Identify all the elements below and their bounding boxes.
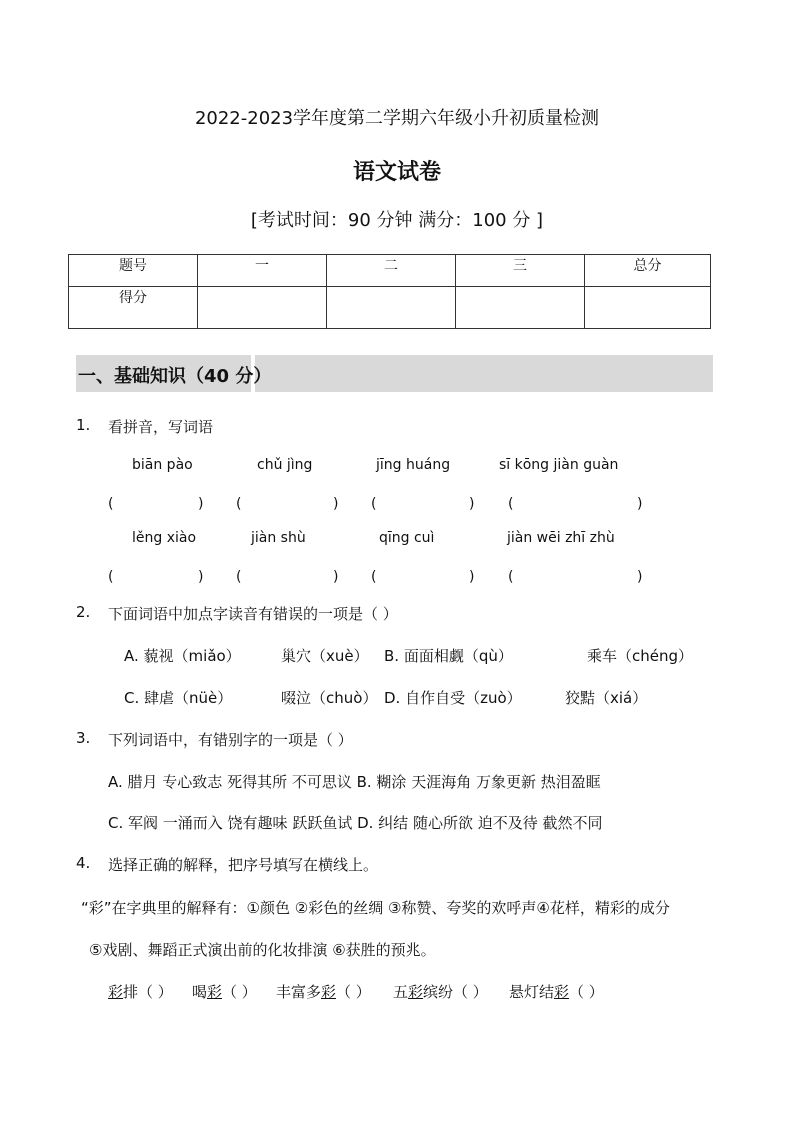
word-suffix: 缤纷（ ）: [423, 983, 488, 1001]
table-header-cell: 三: [456, 255, 585, 287]
table-header-cell: 题号: [69, 255, 198, 287]
question-number: 1.: [76, 416, 91, 434]
word-item: [393, 981, 488, 1002]
table-header-cell: 二: [327, 255, 456, 287]
answer-close-paren: ): [333, 496, 339, 512]
table-header-row: [69, 255, 711, 287]
underlined-char: 彩: [408, 983, 424, 1001]
option-a-second: 巢穴（xuè）: [281, 647, 369, 665]
options-line-cd: C. 军阀 一涌而入 饶有趣味 跃跃鱼试 D. 纠结 随心所欲 迫不及待 截然不同: [108, 814, 603, 832]
definition-line: ⑤戏剧、舞蹈正式演出前的化妆排演 ⑥获胜的预兆。: [89, 941, 436, 959]
pinyin-item: biān pào: [132, 457, 193, 473]
question-number: 2.: [76, 603, 91, 621]
word-item: [108, 981, 173, 1002]
word-suffix: （ ）: [222, 983, 257, 1001]
pinyin-item: jiàn wēi zhī zhù: [507, 530, 615, 546]
answer-close-paren: ): [198, 569, 204, 585]
word-item: [276, 981, 371, 1002]
pinyin-item: jīng huáng: [376, 457, 451, 473]
answer-open-paren: (: [508, 496, 514, 512]
score-cell[interactable]: [585, 287, 711, 329]
score-cell[interactable]: [198, 287, 327, 329]
underlined-char: 彩: [554, 983, 570, 1001]
answer-close-paren: ): [198, 496, 204, 512]
question-prompt: 下列词语中，有错别字的一项是（ ）: [108, 731, 353, 749]
answer-close-paren: ): [469, 569, 475, 585]
pinyin-item: qīng cuì: [379, 530, 435, 546]
answer-open-paren: (: [371, 496, 377, 512]
question-prompt: 选择正确的解释，把序号填写在横线上。: [108, 856, 379, 874]
underlined-char: 彩: [207, 983, 223, 1001]
exam-info: [考试时间：90 分钟 满分：100 分 ]: [250, 210, 544, 231]
answer-open-paren: (: [108, 569, 114, 585]
pinyin-item: sī kōng jiàn guàn: [499, 457, 619, 473]
answer-close-paren: ): [469, 496, 475, 512]
table-row: [69, 287, 711, 329]
answer-open-paren: (: [108, 496, 114, 512]
section-title: 一、基础知识（40 分）: [78, 366, 272, 387]
underlined-char: 彩: [108, 983, 124, 1001]
option-c-second: 啜泣（chuò）: [281, 689, 378, 707]
answer-close-paren: ): [333, 569, 339, 585]
underlined-char: 彩: [321, 983, 337, 1001]
option-c: C. 肆虐（nüè）: [124, 689, 233, 707]
question-number: 3.: [76, 729, 91, 747]
question-prompt: 看拼音，写词语: [108, 418, 214, 436]
answer-open-paren: (: [236, 569, 242, 585]
word-suffix: 排（ ）: [123, 983, 173, 1001]
option-b: B. 面面相觑（qù）: [384, 647, 513, 665]
table-header-cell: 总分: [585, 255, 711, 287]
word-item: [192, 981, 257, 1002]
word-prefix: 喝: [192, 983, 208, 1001]
answer-open-paren: (: [371, 569, 377, 585]
option-d: D. 自作自受（zuò）: [384, 689, 522, 707]
word-prefix: 悬灯结: [509, 983, 555, 1001]
option-d-second: 狡黠（xiá）: [565, 689, 648, 707]
table-header-cell: 一: [198, 255, 327, 287]
score-cell[interactable]: [327, 287, 456, 329]
word-prefix: 丰富多: [276, 983, 322, 1001]
answer-close-paren: ): [637, 569, 643, 585]
word-item: [509, 981, 604, 1002]
word-suffix: （ ）: [569, 983, 604, 1001]
score-table: [68, 254, 711, 329]
options-line-ab: A. 腊月 专心致志 死得其所 不可思议 B. 糊涂 天涯海角 万象更新 热泪盈眶: [108, 773, 601, 791]
answer-open-paren: (: [236, 496, 242, 512]
word-suffix: （ ）: [336, 983, 371, 1001]
exam-title: 2022-2023学年度第二学期六年级小升初质量检测: [194, 108, 600, 129]
definition-line: “彩”在字典里的解释有：①颜色 ②彩色的丝绸 ③称赞、夸奖的欢呼声④花样，精彩的成分: [81, 899, 670, 917]
option-b-second: 乘车（chéng）: [587, 647, 694, 665]
pinyin-item: jiàn shù: [251, 530, 306, 546]
paper-subtitle: 语文试卷: [352, 160, 441, 185]
question-prompt: 下面词语中加点字读音有错误的一项是（ ）: [108, 605, 398, 623]
table-row-label: 得分: [69, 287, 198, 329]
option-a: A. 藐视（miǎo）: [124, 647, 241, 665]
pinyin-item: chǔ jìng: [257, 457, 313, 473]
question-number: 4.: [76, 854, 91, 872]
answer-open-paren: (: [508, 569, 514, 585]
word-prefix: 五: [393, 983, 409, 1001]
pinyin-item: lěng xiào: [132, 530, 197, 546]
score-cell[interactable]: [456, 287, 585, 329]
answer-close-paren: ): [637, 496, 643, 512]
